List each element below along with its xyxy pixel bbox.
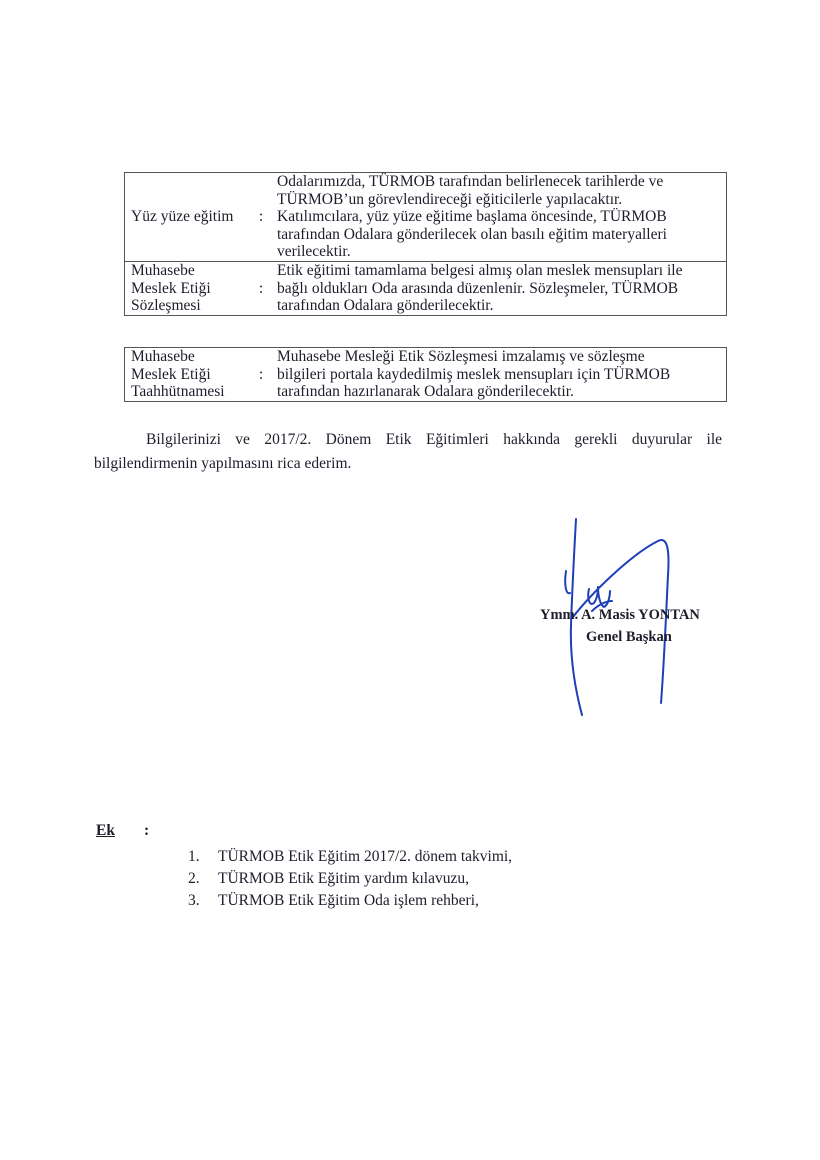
item-number: 2. [188, 870, 200, 887]
row-text: Etik eğitimi tamamlama belgesi almış olan meslek mensupları ile bağlı oldukları Oda arasında düzenlenir. Sözleşmeler, TÜRMOB tarafından Odalara gönderilecektir. [273, 261, 727, 315]
row-label: Yüz yüze eğitim [125, 173, 250, 262]
row-label: Muhasebe Meslek Etiği Sözleşmesi [125, 261, 250, 315]
list-item [188, 890, 512, 912]
item-number: 1. [188, 848, 200, 865]
signer-name: Ymm. A. Masis YONTAN [540, 607, 700, 623]
commitment-table [124, 347, 727, 402]
table-row [125, 348, 727, 402]
item-text: TÜRMOB Etik Eğitim yardım kılavuzu, [218, 870, 469, 887]
signature-block [540, 604, 700, 648]
list-item [188, 868, 512, 890]
table-row [125, 261, 727, 315]
table-row [125, 173, 727, 262]
row-colon: : [249, 173, 273, 262]
training-methods-table [124, 172, 727, 316]
row-text: Odalarımızda, TÜRMOB tarafından belirlenecek tarihlerde ve TÜRMOB’un görevlendireceği eğiticilerle yapılacaktır. Katılımcılara, yüz yüze eğitime başlama öncesinde, TÜRMOB tarafından Odalara gönderilecek olan basılı eğitim materyalleri verilecektir. [273, 173, 727, 262]
item-text: TÜRMOB Etik Eğitim Oda işlem rehberi, [218, 892, 479, 909]
list-item [188, 846, 512, 868]
row-colon: : [249, 261, 273, 315]
attachments-list [188, 846, 512, 912]
row-colon: : [249, 348, 273, 402]
attachments-header [96, 822, 149, 840]
closing-paragraph: Bilgilerinizi ve 2017/2. Dönem Etik Eğitimleri hakkında gerekli duyurular ile bilgilendirmenin yapılmasını rica ederim. [94, 431, 722, 472]
attachments-colon: : [144, 822, 150, 839]
row-text: Muhasebe Mesleği Etik Sözleşmesi imzalamış ve sözleşme bilgileri portala kaydedilmiş meslek mensupları için TÜRMOB tarafından hazırlanarak Odalara gönderilecektir. [273, 348, 727, 402]
item-number: 3. [188, 892, 200, 909]
row-label: Muhasebe Meslek Etiği Taahhütnamesi [125, 348, 250, 402]
attachments-label: Ek [96, 822, 115, 839]
signer-title: Genel Başkan [586, 629, 672, 645]
item-text: TÜRMOB Etik Eğitim 2017/2. dönem takvimi, [218, 848, 513, 865]
